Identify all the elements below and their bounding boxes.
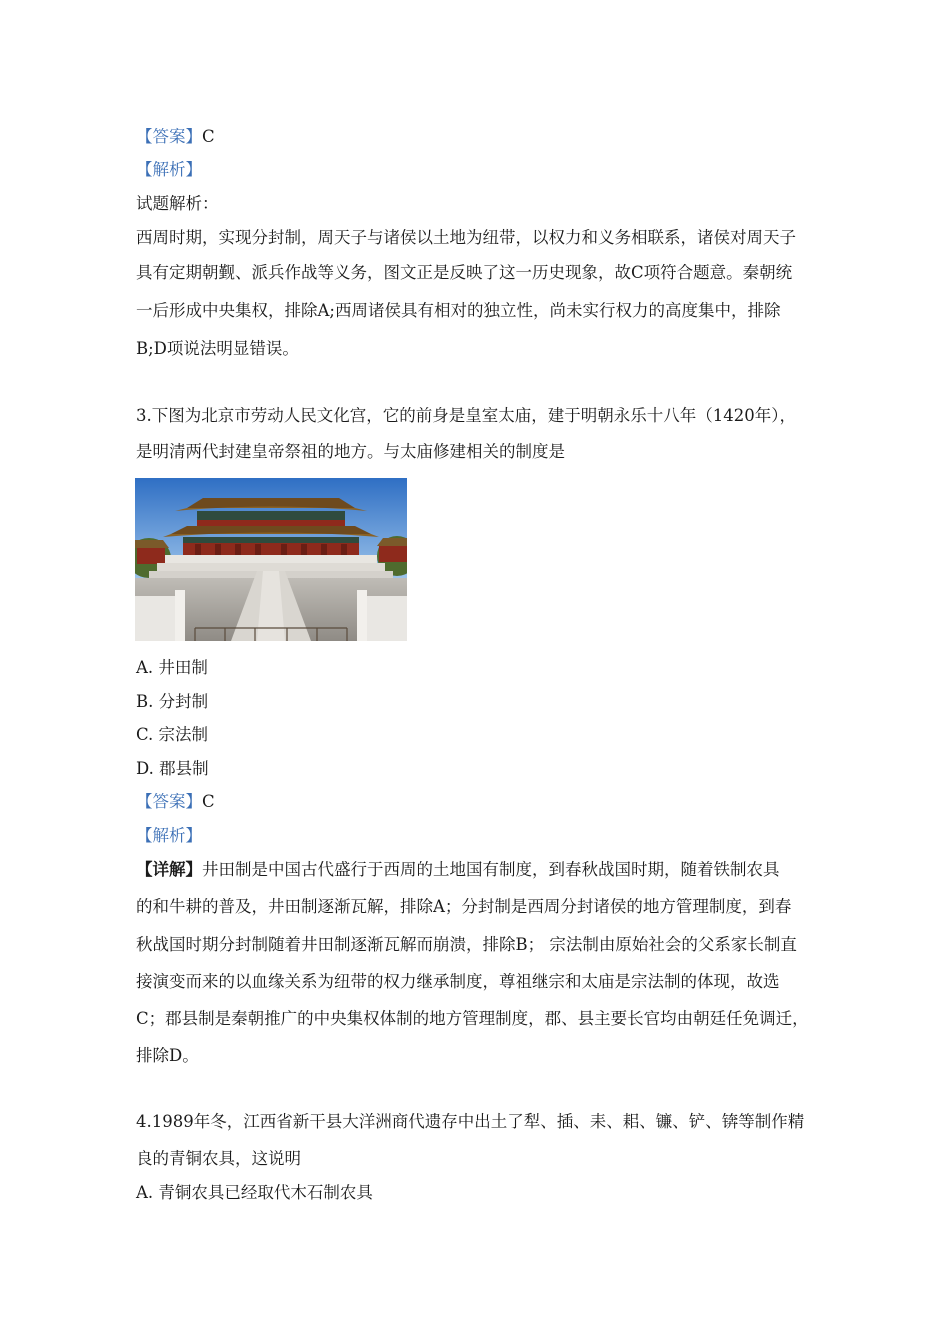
q4-stem-line-2: 良的青铜农具，这说明 xyxy=(136,1149,301,1168)
q3-detail-line-6: 排除D。 xyxy=(136,1046,199,1065)
q3-detail-line-3: 秋战国时期分封制随着井田制逐渐瓦解而崩溃，排除B； 宗法制由原始社会的父系家长制直 xyxy=(136,935,797,954)
q2-analysis-label: 【解析】 xyxy=(136,160,202,179)
q3-option-a: A. 井田制 xyxy=(136,658,208,677)
q3-stem-line-2: 是明清两代封建皇帝祭祖的地方。与太庙修建相关的制度是 xyxy=(136,442,565,461)
q3-stem-line-1: 3.下图为北京市劳动人民文化宫，它的前身是皇室太庙，建于明朝永乐十八年（1420年）， xyxy=(136,406,796,425)
q3-analysis-label: 【解析】 xyxy=(136,826,202,845)
q4-option-a: A. 青铜农具已经取代木石制农具 xyxy=(136,1183,373,1202)
q3-option-d: D. 郡县制 xyxy=(136,759,209,778)
q3-detail-line-5: C；郡县制是秦朝推广的中央集权体制的地方管理制度，郡、县主要长官均由朝廷任免调迁， xyxy=(136,1009,809,1028)
q3-detail-label: 【详解】 xyxy=(136,860,202,879)
q2-answer-value: C xyxy=(202,127,215,146)
q3-option-b: B. 分封制 xyxy=(136,692,209,711)
q3-option-c: C. 宗法制 xyxy=(136,725,209,744)
q2-sub-label: 试题解析： xyxy=(136,194,219,213)
q2-analysis-line-1: 西周时期，实现分封制，周天子与诸侯以土地为纽带，以权力和义务相联系，诸侯对周天子 xyxy=(136,228,796,247)
q2-analysis-line-2: 具有定期朝觐、派兵作战等义务，图文正是反映了这一历史现象，故C项符合题意。秦朝统 xyxy=(136,263,793,282)
q4-stem-line-1: 4.1989年冬，江西省新干县大洋洲商代遗存中出土了犁、插、耒、耜、镰、铲、锛等制作精 xyxy=(136,1112,805,1131)
q3-answer-label: 【答案】 xyxy=(136,792,202,811)
q3-detail-line-2: 的和牛耕的普及，井田制逐渐瓦解，排除A；分封制是西周分封诸侯的地方管理制度，到春 xyxy=(136,897,792,916)
q2-answer-label: 【答案】 xyxy=(136,127,202,146)
q3-detail-line-4: 接演变而来的以血缘关系为纽带的权力继承制度，尊祖继宗和太庙是宗法制的体现，故选 xyxy=(136,972,780,991)
q3-detail-text-1: 井田制是中国古代盛行于西周的土地国有制度，到春秋战国时期，随着铁制农具 xyxy=(202,860,780,879)
temple-photo xyxy=(135,478,407,641)
q2-analysis-line-3: 一后形成中央集权，排除A;西周诸侯具有相对的独立性，尚未实行权力的高度集中，排除 xyxy=(136,301,781,320)
q3-answer xyxy=(136,791,215,813)
q3-answer-value: C xyxy=(202,792,215,811)
q2-answer xyxy=(136,126,215,148)
q2-analysis-line-4: B;D项说法明显错误。 xyxy=(136,339,299,358)
q3-detail-line-1 xyxy=(136,859,780,881)
